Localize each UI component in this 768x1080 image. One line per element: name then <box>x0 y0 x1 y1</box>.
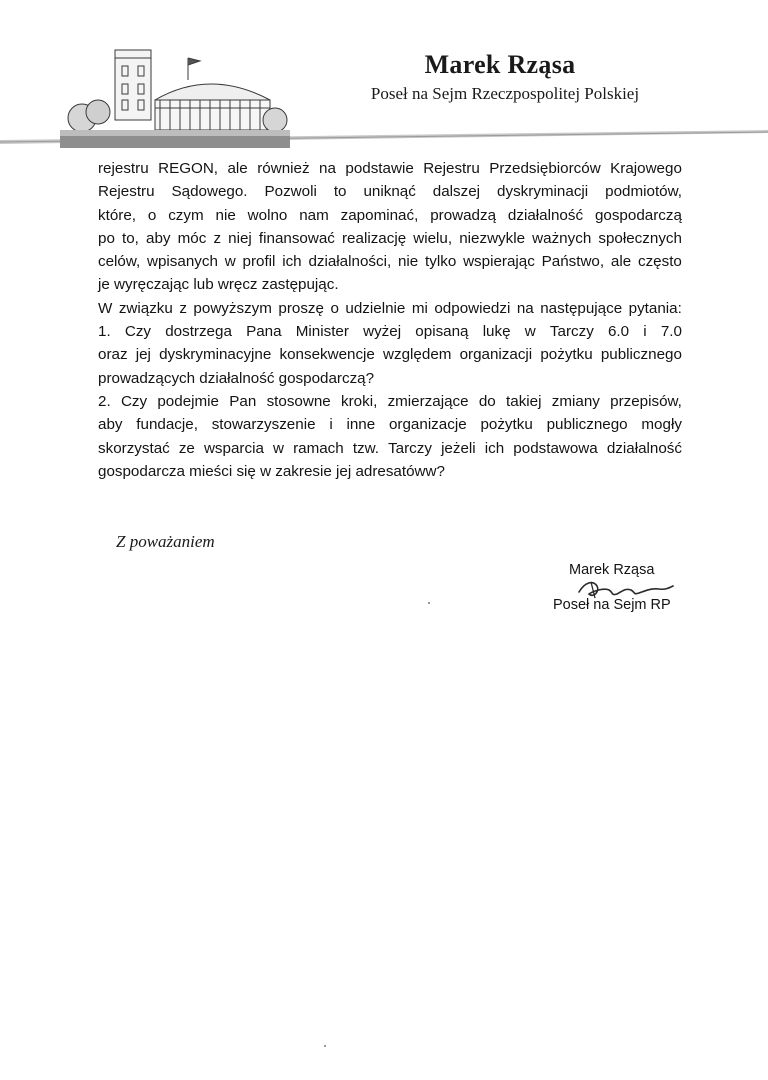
body-word: skorzystać <box>98 439 170 457</box>
body-word: względem <box>383 346 452 364</box>
body-word: realizację <box>342 229 407 247</box>
body-word: je wyręczając lub wręcz zastępując. <box>98 276 339 294</box>
body-word: ważnych <box>532 229 592 247</box>
body-word: ramach <box>293 439 344 457</box>
letter-body <box>98 157 682 483</box>
closing-salutation: Z poważaniem <box>116 532 215 551</box>
body-word: lukę <box>482 323 511 341</box>
body-word: fundacje, <box>136 416 198 434</box>
body-word: proszę <box>278 299 324 317</box>
body-line <box>98 180 682 203</box>
body-word: wyżej <box>363 323 402 341</box>
body-word: REGON, <box>158 160 219 177</box>
body-word: aby <box>146 229 171 247</box>
body-line <box>98 273 682 296</box>
body-word: takiej <box>506 392 542 410</box>
body-word: profil <box>242 253 276 271</box>
body-word: Tarczy <box>388 439 432 457</box>
body-word: Minister <box>295 323 349 341</box>
body-word: gospodarczą <box>594 206 682 224</box>
body-word: jej <box>135 346 151 364</box>
body-word: 7.0 <box>660 323 682 341</box>
body-word: organizacji <box>459 346 533 364</box>
body-word: pożytku <box>480 416 533 434</box>
body-word: Pan <box>229 392 257 410</box>
body-word: dalszej <box>432 183 481 201</box>
body-line <box>98 157 682 180</box>
body-word: nie <box>397 253 419 271</box>
body-word: społecznych <box>598 229 682 247</box>
body-line <box>98 413 682 436</box>
body-word: podmiotów, <box>605 183 682 201</box>
body-word: organizacje <box>388 416 467 434</box>
body-word: na <box>319 160 336 177</box>
body-word: wspierając <box>463 253 535 271</box>
body-word: często <box>637 253 682 271</box>
body-word: publicznego <box>600 346 682 364</box>
body-word: w <box>524 323 536 341</box>
body-word: 1. <box>98 323 111 341</box>
body-word: z <box>179 299 187 317</box>
body-word: mi <box>411 299 428 317</box>
body-word: odpowiedzi <box>434 299 511 317</box>
body-word: Państwo, <box>541 253 605 271</box>
body-word: również <box>257 160 310 177</box>
body-word: czym <box>168 206 204 224</box>
body-word: W <box>98 299 113 317</box>
body-word: Czy <box>124 323 152 341</box>
sejm-building-icon <box>60 38 290 148</box>
body-line <box>98 250 682 273</box>
speck <box>428 602 430 604</box>
body-word: oraz <box>98 346 128 364</box>
body-word: to <box>333 183 347 201</box>
signatory-name: Marek Rząsa <box>569 562 655 578</box>
body-word: przepisów, <box>610 392 682 410</box>
body-word: móc <box>177 229 207 247</box>
body-word: następujące <box>540 299 623 317</box>
body-line <box>98 297 682 320</box>
body-line <box>98 227 682 250</box>
body-word: niej <box>228 229 252 247</box>
letterhead <box>0 0 768 150</box>
body-word: wsparcia <box>203 439 264 457</box>
body-word: ale <box>610 253 632 271</box>
body-word: ich <box>282 253 302 271</box>
body-line <box>98 460 682 483</box>
body-word: prowadzą <box>430 206 497 224</box>
body-word: nam <box>299 206 329 224</box>
body-word: działalność <box>606 439 682 457</box>
body-word: 2. <box>98 392 111 410</box>
body-word: niezwykle <box>459 229 526 247</box>
body-word: dostrzega <box>165 323 232 341</box>
body-word: pożytku <box>540 346 593 364</box>
body-word: rejestru <box>98 160 149 177</box>
body-word: celów, <box>98 253 141 271</box>
body-word: zmierzające <box>387 392 469 410</box>
signatory-role: Poseł na Sejm RP <box>553 597 671 613</box>
body-word: ich <box>484 439 505 457</box>
body-word: wpisanych <box>147 253 218 271</box>
body-word: opisaną <box>415 323 469 341</box>
body-word: publicznego <box>546 416 628 434</box>
body-line <box>98 343 682 366</box>
body-word: inne <box>346 416 376 434</box>
body-word: Tarczy <box>549 323 594 341</box>
body-word: do <box>478 392 496 410</box>
body-word: o <box>147 206 157 224</box>
body-word: które, <box>98 206 136 224</box>
body-word: gospodarcza mieści się w zakresie jej adresatóww? <box>98 462 445 480</box>
body-word: o <box>330 299 339 317</box>
body-word: podstawowa <box>513 439 598 457</box>
body-line <box>98 367 682 390</box>
body-word: Pana <box>246 323 282 341</box>
body-word: dyskryminacyjne <box>159 346 272 364</box>
body-line <box>98 320 682 343</box>
body-line <box>98 204 682 227</box>
body-word: podstawie <box>345 160 414 177</box>
body-word: stosowne <box>266 392 331 410</box>
body-word: podejmie <box>157 392 219 410</box>
body-word: zmiany <box>551 392 600 410</box>
body-word: nie <box>215 206 236 224</box>
body-word: Krajowego <box>610 160 682 177</box>
body-word: w <box>224 253 236 271</box>
body-word: zapominać, <box>340 206 419 224</box>
body-word: powyższym <box>193 299 272 317</box>
letterhead-title: Poseł na Sejm Rzeczpospolitej Polskiej <box>370 84 640 103</box>
body-word: i <box>329 416 333 434</box>
body-word: mogły <box>641 416 682 434</box>
body-word: dyskryminacji <box>497 183 589 201</box>
body-word: Rejestru <box>98 183 155 201</box>
body-word: udzielnie <box>345 299 406 317</box>
body-word: z <box>213 229 222 247</box>
body-word: prowadzących działalność gospodarczą? <box>98 369 375 387</box>
body-word: pytania: <box>628 299 682 317</box>
body-word: Sądowego. <box>171 183 248 201</box>
body-line <box>98 437 682 460</box>
body-word: w <box>273 439 284 457</box>
letterhead-name: Marek Rząsa <box>424 50 576 79</box>
body-word: działalności, <box>308 253 392 271</box>
body-word: związku <box>118 299 173 317</box>
body-word: po <box>98 229 115 247</box>
body-word: wolno <box>247 206 288 224</box>
speck <box>324 1045 326 1047</box>
body-word: jeżeli <box>441 439 476 457</box>
body-word: działalność <box>507 206 584 224</box>
body-word: to, <box>122 229 139 247</box>
body-word: na <box>516 299 534 317</box>
body-word: stowarzyszenie <box>211 416 316 434</box>
body-word: 6.0 <box>607 323 630 341</box>
body-word: wielu, <box>413 229 453 247</box>
body-word: finansować <box>258 229 335 247</box>
body-word: konsekwencje <box>279 346 375 364</box>
body-word: Rejestru <box>423 160 480 177</box>
body-word: ale <box>227 160 248 177</box>
body-word: tylko <box>425 253 457 271</box>
body-word: kroki, <box>341 392 378 410</box>
body-word: Czy <box>120 392 148 410</box>
body-word: Pozwoli <box>264 183 317 201</box>
body-word: i <box>643 323 647 341</box>
body-word: ze <box>178 439 195 457</box>
body-word: tzw. <box>352 439 379 457</box>
body-line <box>98 390 682 413</box>
body-word: aby <box>98 416 123 434</box>
body-word: uniknąć <box>363 183 416 201</box>
body-word: Przedsiębiorców <box>489 160 601 177</box>
